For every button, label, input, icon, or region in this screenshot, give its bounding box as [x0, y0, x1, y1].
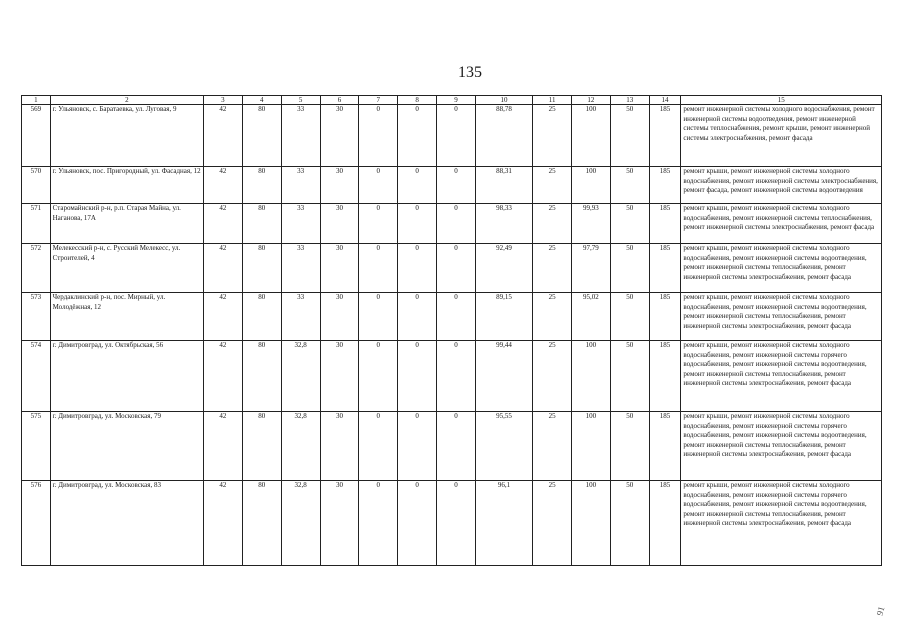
table-cell: 185	[649, 293, 681, 341]
column-header: 2	[50, 96, 203, 105]
table-cell: ремонт крыши, ремонт инженерной системы холодного водоснабжения, ремонт инженерной системы горячего водоснабжения, ремонт инженерной системы водоотведения, ремонт инженерной системы теплоснабжения, ремонт инженерной системы электроснабжения, ремонт фасада	[681, 341, 882, 412]
table-cell: 572	[22, 244, 51, 293]
table-cell: 185	[649, 481, 681, 566]
header-row	[22, 96, 882, 105]
table-cell: 99,44	[475, 341, 532, 412]
table-cell: 0	[437, 481, 476, 566]
table-cell: 80	[242, 167, 281, 204]
table-cell: 42	[204, 481, 243, 566]
table-cell: 30	[320, 412, 359, 481]
table-cell: 0	[398, 244, 437, 293]
table-cell: 30	[320, 204, 359, 244]
table-cell: 33	[281, 167, 320, 204]
table-cell: 25	[533, 412, 572, 481]
column-header: 12	[572, 96, 611, 105]
table-cell: 575	[22, 412, 51, 481]
table-cell: 96,1	[475, 481, 532, 566]
table-cell: 573	[22, 293, 51, 341]
table-cell: 33	[281, 204, 320, 244]
table-cell: Чердаклинский р-н, пос. Мирный, ул. Молодёжная, 12	[50, 293, 203, 341]
table-cell: 570	[22, 167, 51, 204]
table-cell: 0	[359, 204, 398, 244]
table-cell: 0	[359, 412, 398, 481]
column-header: 13	[610, 96, 649, 105]
table-cell: 185	[649, 244, 681, 293]
table-row	[22, 167, 882, 204]
table-row	[22, 481, 882, 566]
table-cell: 0	[398, 481, 437, 566]
column-header: 8	[398, 96, 437, 105]
column-header: 9	[437, 96, 476, 105]
table-cell: ремонт инженерной системы холодного водоснабжения, ремонт инженерной системы водоотведения, ремонт инженерной системы теплоснабжения, ремонт крыши, ремонт инженерной системы электроснабжения, ремонт фасада	[681, 105, 882, 167]
table-cell: 0	[359, 105, 398, 167]
table-cell: 30	[320, 244, 359, 293]
table-cell: 80	[242, 204, 281, 244]
column-header: 10	[475, 96, 532, 105]
column-header: 6	[320, 96, 359, 105]
table-cell: 32,8	[281, 481, 320, 566]
table-cell: Мелекесский р-н, с. Русский Мелекесс, ул. Строителей, 4	[50, 244, 203, 293]
column-header: 3	[204, 96, 243, 105]
column-header: 11	[533, 96, 572, 105]
table-cell: 95,02	[572, 293, 611, 341]
table-cell: 0	[437, 105, 476, 167]
table-cell: 0	[359, 293, 398, 341]
table-cell: 42	[204, 341, 243, 412]
table-cell: 30	[320, 105, 359, 167]
table-cell: 88,78	[475, 105, 532, 167]
column-header: 15	[681, 96, 882, 105]
table-cell: 50	[610, 293, 649, 341]
table-cell: 50	[610, 481, 649, 566]
column-header: 1	[22, 96, 51, 105]
table-cell: 100	[572, 341, 611, 412]
table-cell: 576	[22, 481, 51, 566]
table-cell: 80	[242, 244, 281, 293]
table-cell: 30	[320, 293, 359, 341]
table-cell: 0	[398, 204, 437, 244]
table-row	[22, 293, 882, 341]
table-cell: 30	[320, 167, 359, 204]
table-cell: 80	[242, 105, 281, 167]
table-row	[22, 105, 882, 167]
table-cell: ремонт крыши, ремонт инженерной системы холодного водоснабжения, ремонт инженерной системы теплоснабжения, ремонт инженерной системы электроснабжения, ремонт фасада	[681, 204, 882, 244]
table-cell: 42	[204, 412, 243, 481]
table-cell: 185	[649, 167, 681, 204]
table-cell: 42	[204, 244, 243, 293]
table-cell: 30	[320, 341, 359, 412]
table-cell: 0	[398, 105, 437, 167]
table-cell: 571	[22, 204, 51, 244]
data-table	[21, 95, 882, 566]
table-cell: 80	[242, 293, 281, 341]
table-cell: 80	[242, 481, 281, 566]
table-cell: 50	[610, 244, 649, 293]
table-cell: Старомайнский р-н, р.п. Старая Майна, ул. Наганова, 17А	[50, 204, 203, 244]
table-cell: 0	[437, 412, 476, 481]
table-cell: 50	[610, 204, 649, 244]
table-cell: 50	[610, 167, 649, 204]
table-cell: 42	[204, 204, 243, 244]
column-header: 14	[649, 96, 681, 105]
table-row	[22, 341, 882, 412]
table-cell: 0	[398, 341, 437, 412]
table-cell: 50	[610, 341, 649, 412]
table-cell: 0	[437, 341, 476, 412]
table-cell: 33	[281, 293, 320, 341]
table-cell: 92,49	[475, 244, 532, 293]
table-cell: 25	[533, 293, 572, 341]
table-cell: 95,55	[475, 412, 532, 481]
table-cell: 100	[572, 105, 611, 167]
table-cell: 0	[359, 481, 398, 566]
table-cell: 0	[437, 244, 476, 293]
table-cell: 0	[359, 167, 398, 204]
table-cell: 185	[649, 341, 681, 412]
column-header: 5	[281, 96, 320, 105]
table-cell: 88,31	[475, 167, 532, 204]
table-cell: 185	[649, 105, 681, 167]
table-cell: ремонт крыши, ремонт инженерной системы холодного водоснабжения, ремонт инженерной системы водоотведения, ремонт инженерной системы теплоснабжения, ремонт инженерной системы электроснабжения, ремонт фасада	[681, 293, 882, 341]
table-cell: 50	[610, 105, 649, 167]
table-cell: ремонт крыши, ремонт инженерной системы холодного водоснабжения, ремонт инженерной системы горячего водоснабжения, ремонт инженерной системы водоотведения, ремонт инженерной системы теплоснабжения, ремонт инженерной системы электроснабжения, ремонт фасада	[681, 481, 882, 566]
table-cell: 100	[572, 167, 611, 204]
table-cell: 25	[533, 481, 572, 566]
table-cell: 0	[437, 167, 476, 204]
table-body	[22, 96, 882, 566]
table-cell: 42	[204, 167, 243, 204]
table-row	[22, 412, 882, 481]
table-cell: 42	[204, 293, 243, 341]
table-cell: г. Димитровград, ул. Октябрьская, 56	[50, 341, 203, 412]
table-cell: 0	[437, 204, 476, 244]
table-cell: 25	[533, 341, 572, 412]
table-cell: г. Ульяновск, пос. Пригородный, ул. Фасадная, 12	[50, 167, 203, 204]
table-cell: г. Ульяновск, с. Баратаевка, ул. Луговая, 9	[50, 105, 203, 167]
table-cell: 0	[398, 412, 437, 481]
table-cell: 89,15	[475, 293, 532, 341]
table-cell: 185	[649, 204, 681, 244]
table-cell: 99,93	[572, 204, 611, 244]
table-cell: 50	[610, 412, 649, 481]
table-cell: г. Димитровград, ул. Московская, 79	[50, 412, 203, 481]
table-cell: ремонт крыши, ремонт инженерной системы холодного водоснабжения, ремонт инженерной системы электроснабжения, ремонт фасада, ремонт инженерной системы водоотведения	[681, 167, 882, 204]
table-cell: 569	[22, 105, 51, 167]
table-cell: 25	[533, 167, 572, 204]
table-cell: 25	[533, 204, 572, 244]
column-header: 7	[359, 96, 398, 105]
table-cell: 80	[242, 341, 281, 412]
table-cell: 33	[281, 244, 320, 293]
table-cell: г. Димитровград, ул. Московская, 83	[50, 481, 203, 566]
table-cell: 97,79	[572, 244, 611, 293]
table-row	[22, 204, 882, 244]
table-cell: 25	[533, 105, 572, 167]
table-cell: 574	[22, 341, 51, 412]
table-cell: 185	[649, 412, 681, 481]
table-cell: 25	[533, 244, 572, 293]
table-cell: 0	[398, 167, 437, 204]
table-cell: 30	[320, 481, 359, 566]
table-cell: 33	[281, 105, 320, 167]
table-cell: 0	[398, 293, 437, 341]
table-cell: 98,33	[475, 204, 532, 244]
page-number: 135	[458, 64, 482, 81]
table-cell: 42	[204, 105, 243, 167]
table-cell: 80	[242, 412, 281, 481]
table-cell: ремонт крыши, ремонт инженерной системы холодного водоснабжения, ремонт инженерной системы водоотведения, ремонт инженерной системы теплоснабжения, ремонт инженерной системы электроснабжения, ремонт фасада	[681, 244, 882, 293]
table-cell: ремонт крыши, ремонт инженерной системы холодного водоснабжения, ремонт инженерной системы горячего водоснабжения, ремонт инженерной системы водоотведения, ремонт инженерной системы теплоснабжения, ремонт инженерной системы электроснабжения, ремонт фасада	[681, 412, 882, 481]
table-cell: 100	[572, 412, 611, 481]
table-cell: 0	[437, 293, 476, 341]
table-row	[22, 244, 882, 293]
table-cell: 32,8	[281, 341, 320, 412]
margin-handwritten-mark: 91	[874, 605, 887, 617]
table-cell: 0	[359, 244, 398, 293]
column-header: 4	[242, 96, 281, 105]
table-cell: 32,8	[281, 412, 320, 481]
table-cell: 100	[572, 481, 611, 566]
table-cell: 0	[359, 341, 398, 412]
